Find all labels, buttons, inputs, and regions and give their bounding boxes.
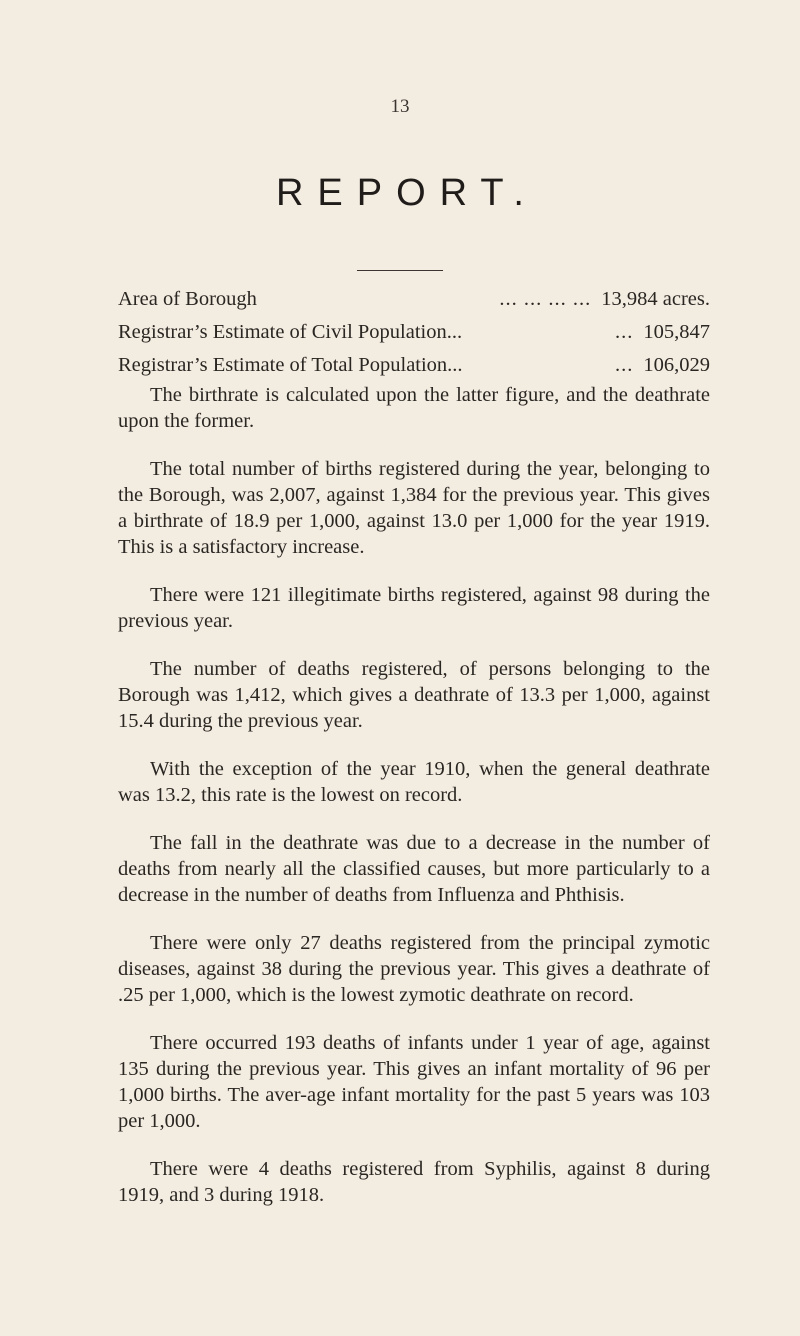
stat-label: Registrar’s Estimate of Total Population... <box>118 354 463 376</box>
stat-value: 13,984 acres. <box>601 288 710 310</box>
paragraph-infant-mortality: There occurred 193 deaths of infants under 1 year of age, against 135 during the previous year. This gives an infant mortality of 96 per 1,000 births. The aver-age infant mortality for the past 5 years was 103 per 1,000. <box>118 1032 710 1132</box>
paragraph-deathrate-fall: The fall in the deathrate was due to a decrease in the number of deaths from nearly all the classified causes, but more particularly to a decrease in the number of deaths from Influenza and Phthisis. <box>118 832 710 906</box>
paragraph-birthrate-basis: The birthrate is calculated upon the latter figure, and the deathrate upon the former. <box>118 384 710 432</box>
stat-row-total-population <box>118 349 710 382</box>
stat-label: Registrar’s Estimate of Civil Population... <box>118 321 463 343</box>
paragraph-births: The total number of births registered during the year, belonging to the Borough, was 2,007, against 1,384 for the previous year. This gives a birthrate of 18.9 per 1,000, against 13.0 per 1,000 for the year 1919. This is a satisfactory increase. <box>118 458 710 558</box>
stat-row-area <box>118 283 710 316</box>
borough-statistics <box>118 283 710 382</box>
stat-label: Area of Borough <box>118 288 257 310</box>
paragraph-deaths: The number of deaths registered, of persons belonging to the Borough was 1,412, which gives a deathrate of 13.3 per 1,000, against 15.4 during the previous year. <box>118 658 710 732</box>
stat-value: 105,847 <box>643 321 710 343</box>
stat-row-civil-population <box>118 316 710 349</box>
report-title: REPORT. <box>275 172 538 214</box>
paragraph-illegitimate-births: There were 121 illegitimate births registered, against 98 during the previous year. <box>118 584 710 632</box>
stat-leader-dots: ... <box>615 321 634 343</box>
title-rule <box>357 270 443 271</box>
paragraph-lowest-rate: With the exception of the year 1910, when the general deathrate was 13.2, this rate is the lowest on record. <box>118 758 710 806</box>
paragraph-syphilis: There were 4 deaths registered from Syphilis, against 8 during 1919, and 3 during 1918. <box>118 1158 710 1206</box>
stat-leader-dots: ... ... ... ... <box>499 288 592 310</box>
stat-value: 106,029 <box>643 354 710 376</box>
paragraph-zymotic-diseases: There were only 27 deaths registered from the principal zymotic diseases, against 38 during the previous year. This gives a deathrate of .25 per 1,000, which is the lowest zymotic deathrate on record. <box>118 932 710 1006</box>
page-number: 13 <box>390 96 410 117</box>
stat-leader-dots: ... <box>615 354 634 376</box>
report-body <box>118 382 710 1230</box>
